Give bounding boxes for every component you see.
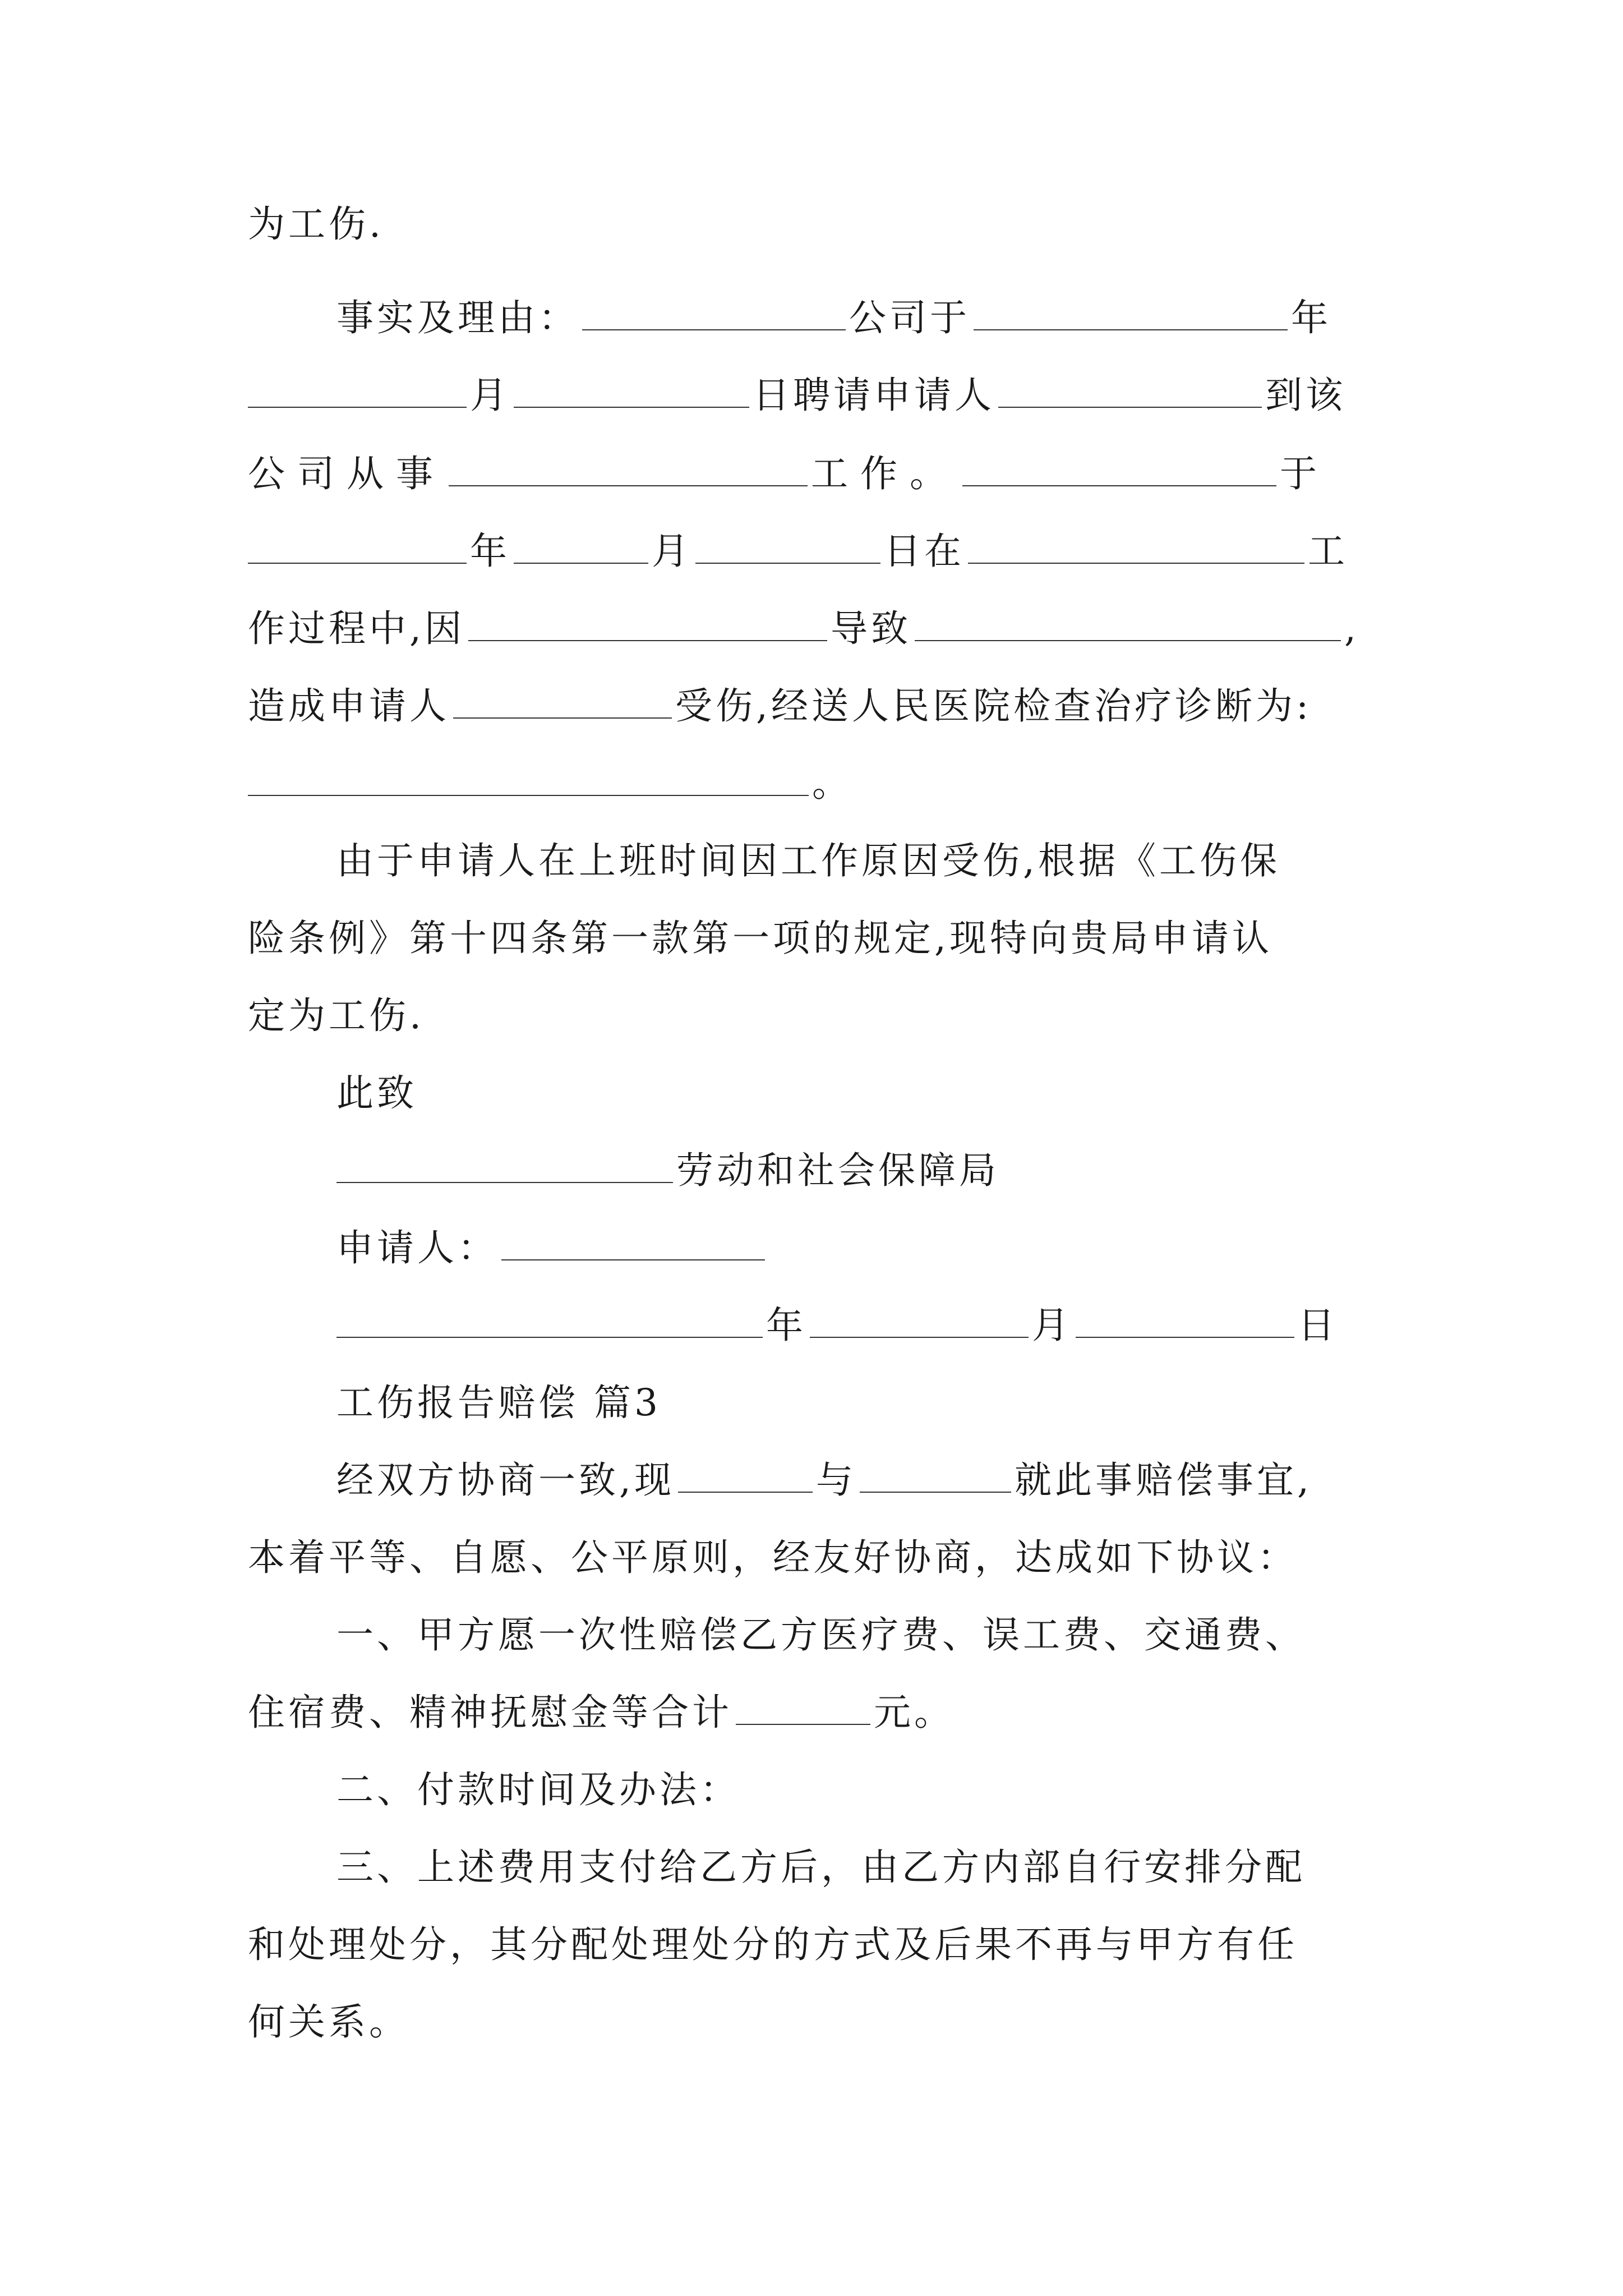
text: 作过程中,因 bbox=[248, 607, 465, 650]
text: 为工伤. bbox=[248, 203, 384, 246]
text: 二、付款时间及办法： bbox=[336, 1768, 740, 1811]
blank-party-b[interactable] bbox=[860, 1457, 1011, 1493]
blank-year[interactable] bbox=[336, 1302, 763, 1338]
blank-day[interactable] bbox=[514, 372, 749, 408]
text: 劳动和社会保障局 bbox=[676, 1149, 999, 1192]
blank-result[interactable] bbox=[915, 605, 1341, 641]
blank-day[interactable] bbox=[1076, 1302, 1294, 1338]
text: 月 bbox=[1032, 1304, 1072, 1347]
text-line bbox=[248, 443, 1329, 505]
text: 险条例》第十四条第一款第一项的规定,现特向贵局申请认 bbox=[248, 917, 1272, 960]
text: 申请人： bbox=[336, 1226, 498, 1269]
text: 定为工伤. bbox=[248, 994, 425, 1037]
blank-location[interactable] bbox=[968, 528, 1304, 564]
blank-month[interactable] bbox=[810, 1302, 1029, 1338]
blank-injured-part[interactable] bbox=[453, 683, 672, 719]
text: 就此事赔偿事宜, bbox=[1014, 1458, 1312, 1502]
blank-job[interactable] bbox=[449, 450, 808, 486]
text: 经双方协商一致,现 bbox=[336, 1458, 675, 1502]
text-line bbox=[336, 1450, 1312, 1511]
blank-day[interactable] bbox=[695, 528, 880, 564]
text: 三、上述费用支付给乙方后，由乙方内部自行安排分配 bbox=[336, 1846, 1306, 1889]
text: 由于申请人在上班时间因工作原因受伤,根据《工伤保 bbox=[336, 839, 1280, 882]
blank-applicant-signature[interactable] bbox=[501, 1225, 765, 1260]
text-line bbox=[248, 753, 852, 815]
blank-amount[interactable] bbox=[736, 1689, 870, 1725]
text-line bbox=[336, 1604, 1306, 1666]
text: 工作。 bbox=[811, 452, 959, 495]
text: 日在 bbox=[884, 530, 965, 573]
text-line bbox=[336, 287, 1331, 349]
text-line bbox=[248, 985, 425, 1047]
text: 到该 bbox=[1265, 374, 1346, 417]
text-line bbox=[336, 830, 1280, 892]
text: 公司从事 bbox=[248, 452, 445, 495]
text-line bbox=[336, 1759, 740, 1821]
blank-diagnosis[interactable] bbox=[248, 760, 809, 796]
text: 年 bbox=[470, 530, 510, 573]
text: 月 bbox=[470, 374, 510, 417]
text-line bbox=[248, 521, 1348, 582]
text: 日 bbox=[1298, 1304, 1338, 1347]
blank-bureau[interactable] bbox=[336, 1147, 673, 1183]
text: 何关系。 bbox=[248, 2000, 409, 2044]
text: 年 bbox=[766, 1304, 806, 1347]
text: 工 bbox=[1308, 530, 1348, 573]
blank-applicant[interactable] bbox=[998, 372, 1262, 408]
text-line bbox=[336, 1140, 999, 1202]
text-line bbox=[248, 1527, 1298, 1589]
text-line bbox=[248, 194, 384, 255]
blank-month[interactable] bbox=[514, 528, 648, 564]
text: 导致 bbox=[830, 607, 911, 650]
text: 于 bbox=[1280, 452, 1329, 495]
text-line bbox=[248, 908, 1272, 969]
text: , bbox=[1344, 607, 1359, 650]
text: 和处理处分，其分配处理处分的方式及后果不再与甲方有任 bbox=[248, 1923, 1298, 1966]
text: 日聘请申请人 bbox=[753, 374, 995, 417]
text-line bbox=[248, 1991, 409, 2053]
text-line bbox=[248, 675, 1312, 737]
text: 造成申请人 bbox=[248, 684, 450, 728]
text: 事实及理由： bbox=[336, 296, 579, 339]
text: 元。 bbox=[874, 1691, 955, 1734]
text: 。 bbox=[812, 762, 852, 805]
blank-month[interactable] bbox=[248, 372, 467, 408]
blank-company[interactable] bbox=[582, 295, 846, 330]
blank-cause[interactable] bbox=[468, 605, 827, 641]
text: 工伤报告赔偿 篇3 bbox=[336, 1381, 661, 1424]
text: 受伤,经送人民医院检查治疗诊断为: bbox=[675, 684, 1312, 728]
text-line bbox=[248, 365, 1346, 426]
blank-party-a[interactable] bbox=[678, 1457, 813, 1493]
text-line bbox=[248, 1682, 955, 1743]
text: 公司于 bbox=[849, 296, 970, 339]
text: 与 bbox=[815, 1458, 856, 1502]
text: 年 bbox=[1291, 296, 1331, 339]
blank-year[interactable] bbox=[974, 295, 1288, 330]
text: 此致 bbox=[336, 1071, 417, 1115]
text: 住宿费、精神抚慰金等合计 bbox=[248, 1691, 732, 1734]
blank-date[interactable] bbox=[962, 450, 1276, 486]
text-line bbox=[336, 1837, 1306, 1898]
text-line bbox=[336, 1062, 417, 1124]
blank-year[interactable] bbox=[248, 528, 467, 564]
section-heading bbox=[336, 1372, 661, 1434]
text: 一、甲方愿一次性赔偿乙方医疗费、误工费、交通费、 bbox=[336, 1613, 1306, 1657]
text: 本着平等、自愿、公平原则，经友好协商，达成如下协议： bbox=[248, 1536, 1298, 1579]
text-line bbox=[336, 1295, 1338, 1356]
text: 月 bbox=[652, 530, 692, 573]
text-line bbox=[248, 1914, 1298, 1976]
text-line bbox=[248, 598, 1359, 660]
text-line bbox=[336, 1217, 768, 1279]
